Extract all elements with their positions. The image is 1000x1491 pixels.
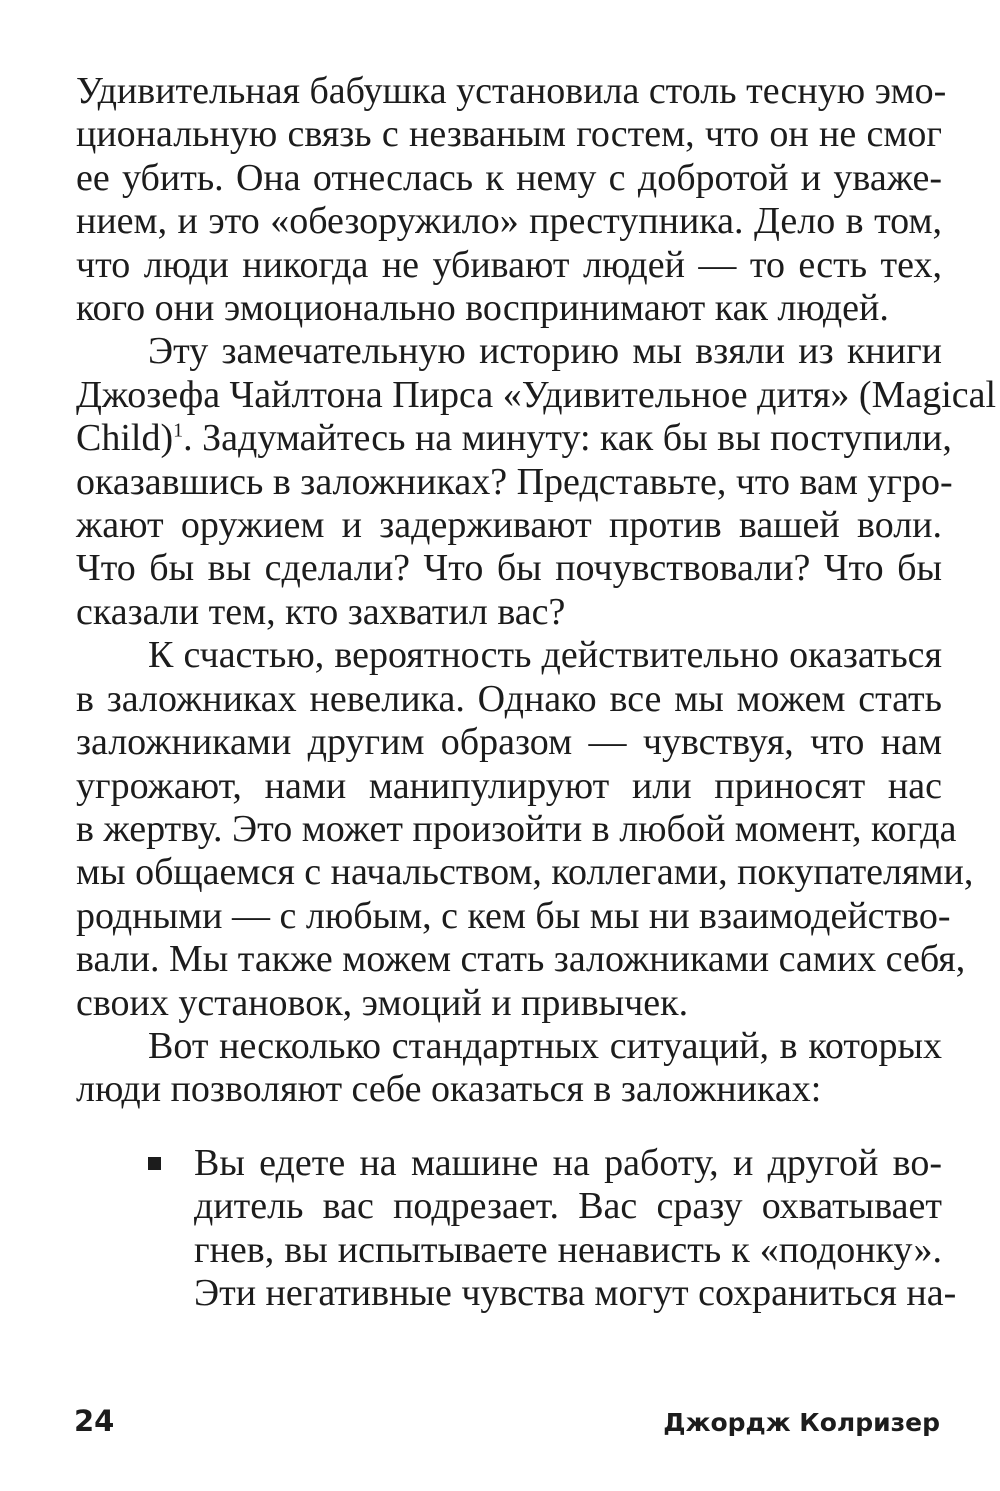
text-line: люди позволяют себе оказаться в заложниках: <box>76 1068 822 1111</box>
paragraph-4 <box>76 1025 942 1112</box>
text-line: родными — с любым, с кем бы мы ни взаимодейство- <box>76 894 951 937</box>
text-line: заложниками другим образом — чувствуя, что нам <box>76 721 942 764</box>
bullet-list <box>76 1142 957 1316</box>
text-line: кого они эмоционально воспринимают как людей. <box>76 287 889 330</box>
text-line: Вот несколько стандартных ситуаций, в которых <box>148 1024 942 1067</box>
text-line: вали. Мы также можем стать заложниками самих себя, <box>76 938 966 981</box>
text-line: оказавшись в заложниках? Представьте, что вам угро- <box>76 460 953 503</box>
text-line: что люди никогда не убивают людей — то есть тех, <box>76 243 942 286</box>
text-line: гнев, вы испытываете ненависть к «подонку». <box>194 1228 942 1271</box>
page-number: 24 <box>74 1404 115 1438</box>
text-line: жают оружием и задерживают против вашей воли. <box>76 504 942 547</box>
text-fragment: Child) <box>76 417 174 460</box>
text-line: Что бы вы сделали? Что бы почувствовали? Что бы <box>76 547 942 590</box>
text-line: своих установок, эмоций и привычек. <box>76 981 689 1024</box>
text-line: в заложниках невелика. Однако все мы можем стать <box>76 677 942 720</box>
text-line: Эту замечательную историю мы взяли из книги <box>148 330 942 373</box>
text-line: К счастью, вероятность действительно оказаться <box>148 634 942 677</box>
text-line: нием, и это «обезоружило» преступника. Дело в том, <box>76 200 942 243</box>
paragraph-1 <box>76 70 947 330</box>
text-line: циональную связь с незваным гостем, что он не смог <box>76 113 942 156</box>
text-line: дитель вас подрезает. Вас сразу охватывает <box>194 1185 942 1228</box>
text-line: Вы едете на машине на работу, и другой во- <box>194 1142 942 1184</box>
footnote-mark: 1 <box>173 419 184 442</box>
text-line: в жертву. Это может произойти в любой момент, когда <box>76 807 957 850</box>
square-bullet-icon <box>148 1157 161 1170</box>
page-footer <box>74 1404 940 1444</box>
paragraph-2 <box>76 330 997 634</box>
text-line: угрожают, нами манипулируют или приносят нас <box>76 764 942 807</box>
paragraph-3 <box>76 634 974 1025</box>
text-line: Удивительная бабушка установила столь тесную эмо- <box>76 70 947 112</box>
running-author: Джордж Колризер <box>663 1408 940 1437</box>
text-line: ее убить. Она отнеслась к нему с добротой и уваже- <box>76 156 942 199</box>
text-line: Эти негативные чувства могут сохраниться на- <box>194 1272 957 1315</box>
body-text <box>76 70 997 1112</box>
text-line: Джозефа Чайлтона Пирса «Удивительное дитя» (Magical <box>76 373 997 416</box>
text-line: мы общаемся с начальством, коллегами, покупателями, <box>76 851 974 894</box>
list-item <box>76 1142 957 1316</box>
text-line-with-footnote <box>76 417 952 460</box>
text-fragment: . Задумайтесь на минуту: как бы вы поступили, <box>183 417 952 460</box>
text-line: сказали тем, кто захватил вас? <box>76 590 566 633</box>
